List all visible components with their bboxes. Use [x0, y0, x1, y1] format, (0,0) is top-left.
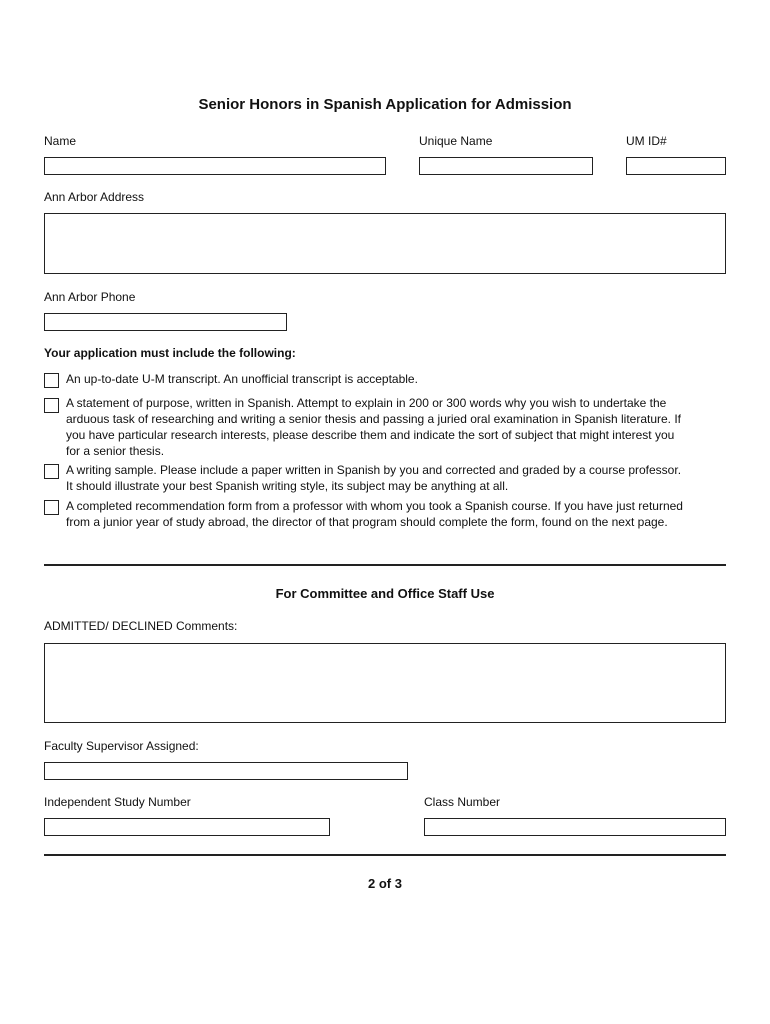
requirement-recommendation: A completed recommendation form from a professor with whom you took a Spanish course. If you have just returned from a junior year of study abroad, the director of that program should complete the form, found on the next page.: [66, 499, 683, 529]
address-field[interactable]: [44, 213, 726, 274]
phone-field[interactable]: [44, 313, 287, 331]
supervisor-field[interactable]: [44, 762, 408, 780]
supervisor-label: Faculty Supervisor Assigned:: [44, 739, 199, 753]
name-label: Name: [44, 134, 77, 148]
unique-name-field[interactable]: [419, 157, 593, 175]
class-number-label: Class Number: [424, 795, 501, 809]
phone-label: Ann Arbor Phone: [44, 290, 136, 304]
requirement-writing-sample: A writing sample. Please include a paper written in Spanish by you and corrected and graded by a course professor. It should illustrate your best Spanish writing style, its subject may be anything at all.: [66, 463, 682, 493]
form-title: Senior Honors in Spanish Application for Admission: [198, 96, 572, 113]
section-divider: [44, 564, 726, 566]
class-number-field[interactable]: [424, 818, 726, 836]
comments-label: ADMITTED/ DECLINED Comments:: [44, 619, 238, 633]
address-label: Ann Arbor Address: [44, 190, 145, 204]
transcript-checkbox[interactable]: [44, 373, 59, 388]
requirement-transcript: An up-to-date U-M transcript. An unofficial transcript is acceptable.: [66, 372, 418, 386]
umid-label: UM ID#: [626, 134, 667, 148]
footer-divider: [44, 854, 726, 856]
writing-sample-checkbox[interactable]: [44, 464, 59, 479]
name-field[interactable]: [44, 157, 386, 175]
independent-study-field[interactable]: [44, 818, 330, 836]
umid-field[interactable]: [626, 157, 726, 175]
statement-checkbox[interactable]: [44, 398, 59, 413]
unique-name-label: Unique Name: [419, 134, 493, 148]
requirement-statement: A statement of purpose, written in Spanish. Attempt to explain in 200 or 300 words why you wish to undertake the arduous task of researching and writing a senior thesis and passing a juried oral examination in Spanish literature. If you have particular research interests, please describe them and indicate the sort of subject that might interest you for a senior thesis.: [66, 396, 682, 458]
page-indicator: 2 of 3: [368, 876, 402, 891]
recommendation-checkbox[interactable]: [44, 500, 59, 515]
independent-study-label: Independent Study Number: [44, 795, 191, 809]
staff-section-heading: For Committee and Office Staff Use: [275, 586, 495, 601]
requirements-heading: Your application must include the following:: [44, 346, 296, 360]
comments-field[interactable]: [44, 643, 726, 723]
